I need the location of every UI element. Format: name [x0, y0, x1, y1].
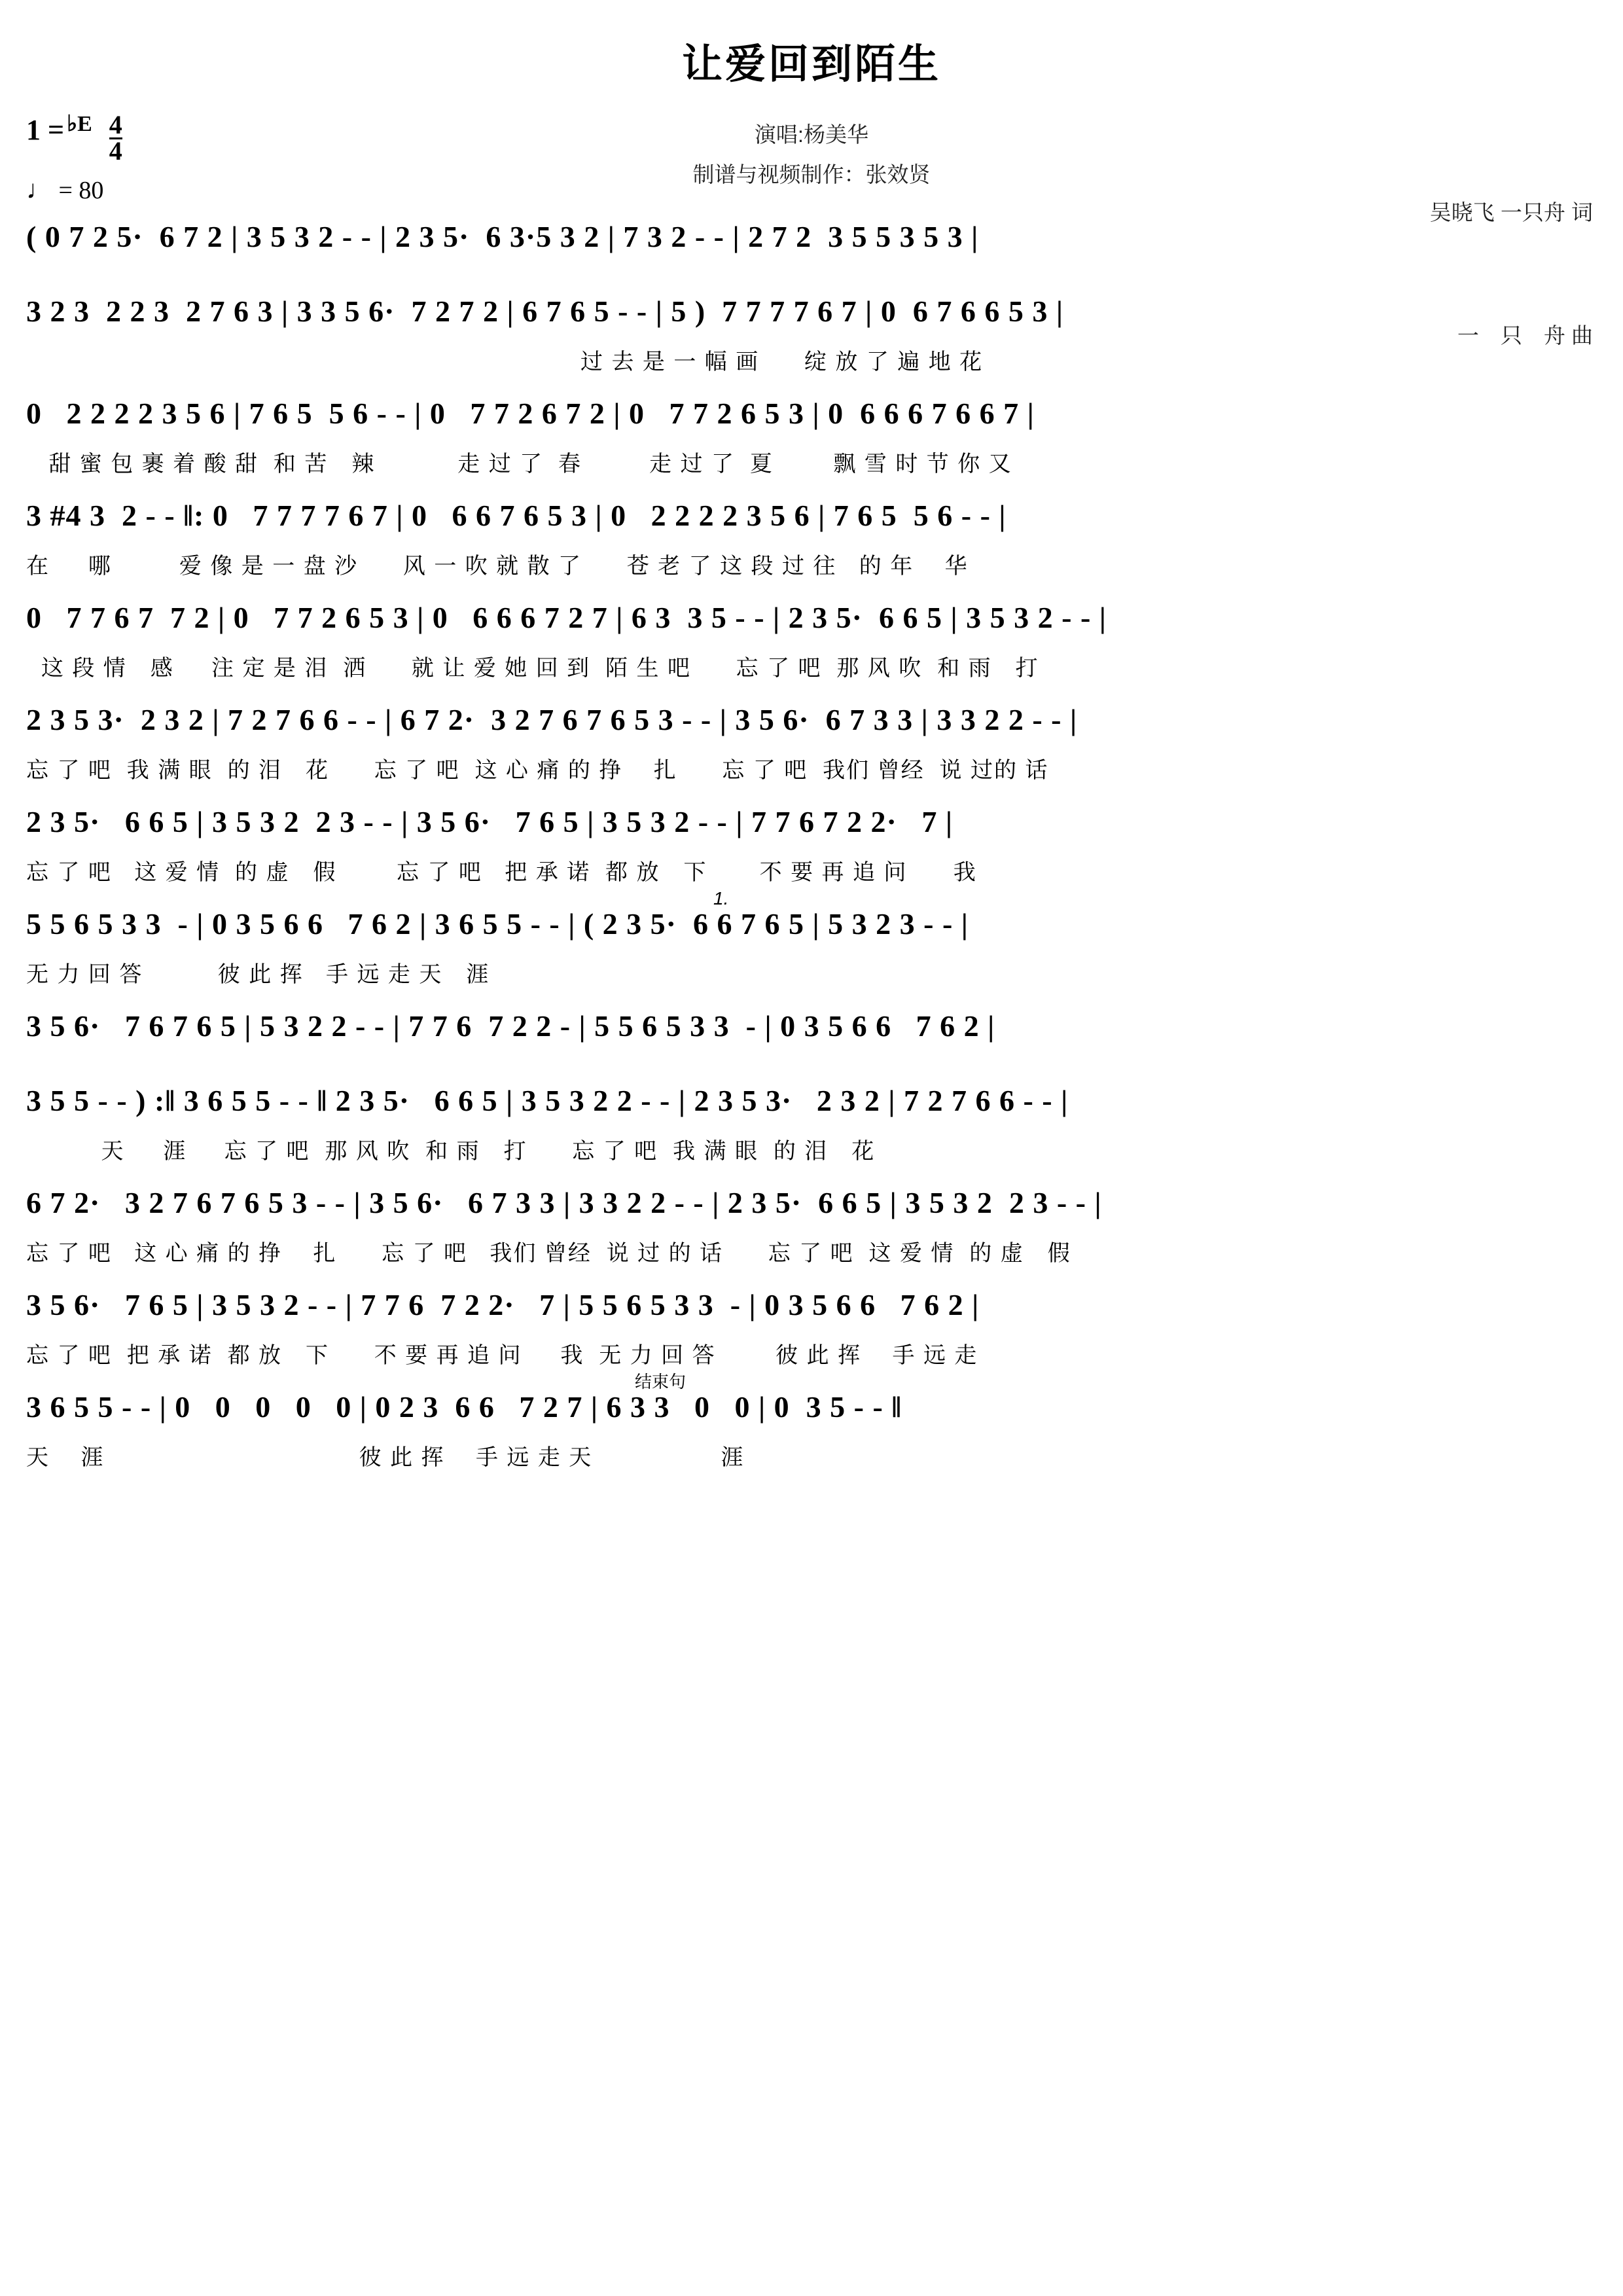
notation-line: ( 0 7 2 5· 6 7 2 | 3 5 3 2 - - | 2 3 5· 6 3·5 3 2 | 7 3 2 - - | 2 7 2 3 5 5 3 5 3 |	[26, 220, 979, 253]
coda-label: 结束句	[635, 1372, 687, 1391]
notation-line: 3 5 6· 7 6 5 | 3 5 3 2 - - | 7 7 6 7 2 2· 7 | 5 5 6 5 3 3 - | 0 3 5 6 6 7 6 2 |	[26, 1288, 980, 1321]
tempo-value: = 80	[58, 176, 104, 204]
time-signature-denominator: 4	[109, 135, 122, 166]
lyrics-line: 忘 了 吧 把 承 诺 都 放 下 不 要 再 追 问 我 无 力 回 答 彼 此 挥 手 远 走	[26, 1343, 978, 1368]
key-value: ♭E	[67, 112, 92, 136]
lyrics-line: 在 哪 爱 像 是 一 盘 沙 风 一 吹 就 散 了 苍 老 了 这 段 过 往 的 年 华	[26, 554, 969, 579]
system-row	[26, 1286, 1597, 1371]
lyrics-line: 忘 了 吧 这 爱 情 的 虚 假 忘 了 吧 把 承 诺 都 放 下 不 要 再 追 问 我	[26, 860, 977, 885]
system-row	[26, 1007, 1597, 1065]
notation-line: 3 #4 3 2 - - ‖: 0 7 7 7 7 6 7 | 0 6 6 7 6 5 3 | 0 2 2 2 2 3 5 6 | 7 6 5 5 6 - - |	[26, 499, 1007, 532]
key-label: 1 =	[26, 114, 65, 146]
notation-line: 2 3 5 3· 2 3 2 | 7 2 7 6 6 - - | 6 7 2· 3 2 7 6 7 6 5 3 - - | 3 5 6· 6 7 3 3 | 3 3 2 2 - - |	[26, 703, 1078, 736]
singer-credit: 演唱:杨美华	[754, 122, 869, 147]
time-signature	[109, 110, 122, 166]
lyrics-line: 忘 了 吧 这 心 痛 的 挣 扎 忘 了 吧 我们 曾经 说 过 的 话 忘 了 吧 这 爱 情 的 虚 假	[26, 1241, 1071, 1266]
system-row	[26, 599, 1597, 684]
system-row	[26, 1372, 1597, 1473]
lyrics-line: 天 涯 忘 了 吧 那 风 吹 和 雨 打 忘 了 吧 我 满 眼 的 泪 花	[26, 1139, 876, 1164]
notation-line: 3 5 6· 7 6 7 6 5 | 5 3 2 2 - - | 7 7 6 7 2 2 - | 5 5 6 5 3 3 - | 0 3 5 6 6 7 6 2 |	[26, 1009, 995, 1043]
lyrics-line: 无 力 回 答 彼 此 挥 手 远 走 天 涯	[26, 962, 490, 987]
credits-center	[693, 115, 931, 194]
lyrics-line: 天 涯 彼 此 挥 手 远 走 天 涯	[26, 1445, 745, 1470]
music-systems	[26, 214, 1597, 1473]
key-signature	[26, 110, 122, 166]
producer-credit: 制谱与视频制作：张效贤	[692, 162, 931, 187]
lyricist-credit: 吴晓飞 一只舟 词	[1429, 200, 1593, 225]
time-signature-numerator: 4	[109, 110, 122, 139]
notation-line: 2 3 5· 6 6 5 | 3 5 3 2 2 3 - - | 3 5 6· 7 6 5 | 3 5 3 2 - - | 7 7 6 7 2 2· 7 |	[26, 805, 953, 838]
lyrics-line: 甜 蜜 包 裹 着 酸 甜 和 苦 辣 走 过 了 春 走 过 了 夏 飘 雪 时 节 你 又	[26, 452, 1012, 476]
notation-line: 6 7 2· 3 2 7 6 7 6 5 3 - - | 3 5 6· 6 7 3 3 | 3 3 2 2 - - | 2 3 5· 6 6 5 | 3 5 3 2 2 3 - - |	[26, 1186, 1102, 1219]
composer-credit: 一 只 舟 曲	[1457, 323, 1593, 348]
notation-line: 3 2 3 2 2 3 2 7 6 3 | 3 3 5 6· 7 2 7 2 | 6 7 6 5 - - | 5 ) 7 7 7 7 6 7 | 0 6 7 6 6 5 3 |	[26, 295, 1063, 328]
system-row	[26, 701, 1597, 786]
lyrics-line	[26, 269, 1597, 276]
system-row	[26, 218, 1597, 276]
system-row	[26, 803, 1597, 888]
tempo-marking	[26, 174, 122, 205]
notation-line: 0 7 7 6 7 7 2 | 0 7 7 2 6 5 3 | 0 6 6 6 7 2 7 | 6 3 3 5 - - | 2 3 5· 6 6 5 | 3 5 3 2 - - |	[26, 601, 1107, 634]
notation-line: 3 5 5 - - ) :‖ 3 6 5 5 - - ‖ 2 3 5· 6 6 5 | 3 5 3 2 2 - - | 2 3 5 3· 2 3 2 | 7 2 7 6 6 - - |	[26, 1084, 1069, 1117]
system-row	[26, 497, 1597, 582]
key-and-tempo-block	[26, 110, 122, 205]
notation-line: 0 2 2 2 2 3 5 6 | 7 6 5 5 6 - - | 0 7 7 2 6 7 2 | 0 7 7 2 6 5 3 | 0 6 6 6 7 6 6 7 |	[26, 397, 1035, 430]
notation-line: 5 5 6 5 3 3 - | 0 3 5 6 6 7 6 2 | 3 6 5 5 - - | ( 2 3 5· 6 6 7 6 5 | 5 3 2 3 - - |	[26, 907, 969, 941]
system-row	[26, 888, 1597, 990]
lyrics-line: 这 段 情 感 注 定 是 泪 洒 就 让 爱 她 回 到 陌 生 吧 忘 了 吧 那 风 吹 和 雨 打	[26, 656, 1039, 681]
system-row	[26, 1184, 1597, 1269]
lyrics-line	[26, 1058, 1597, 1065]
notation-line: 3 6 5 5 - - | 0 0 0 0 0 | 0 2 3 6 6 7 2 7 | 6 3 3 0 0 | 0 3 5 - - ‖	[26, 1390, 902, 1424]
system-row	[26, 395, 1597, 480]
lyrics-line: 过 去 是 一 幅 画 绽 放 了 遍 地 花	[26, 350, 984, 374]
quarter-note-icon: ♩	[26, 174, 52, 204]
system-row	[26, 293, 1597, 378]
page-title: 让爱回到陌生	[681, 42, 941, 87]
volta-1-bracket: 1.	[713, 888, 729, 908]
lyrics-line: 忘 了 吧 我 满 眼 的 泪 花 忘 了 吧 这 心 痛 的 挣 扎 忘 了 吧 我们 曾经 说 过的 话	[26, 758, 1049, 783]
system-row	[26, 1082, 1597, 1167]
